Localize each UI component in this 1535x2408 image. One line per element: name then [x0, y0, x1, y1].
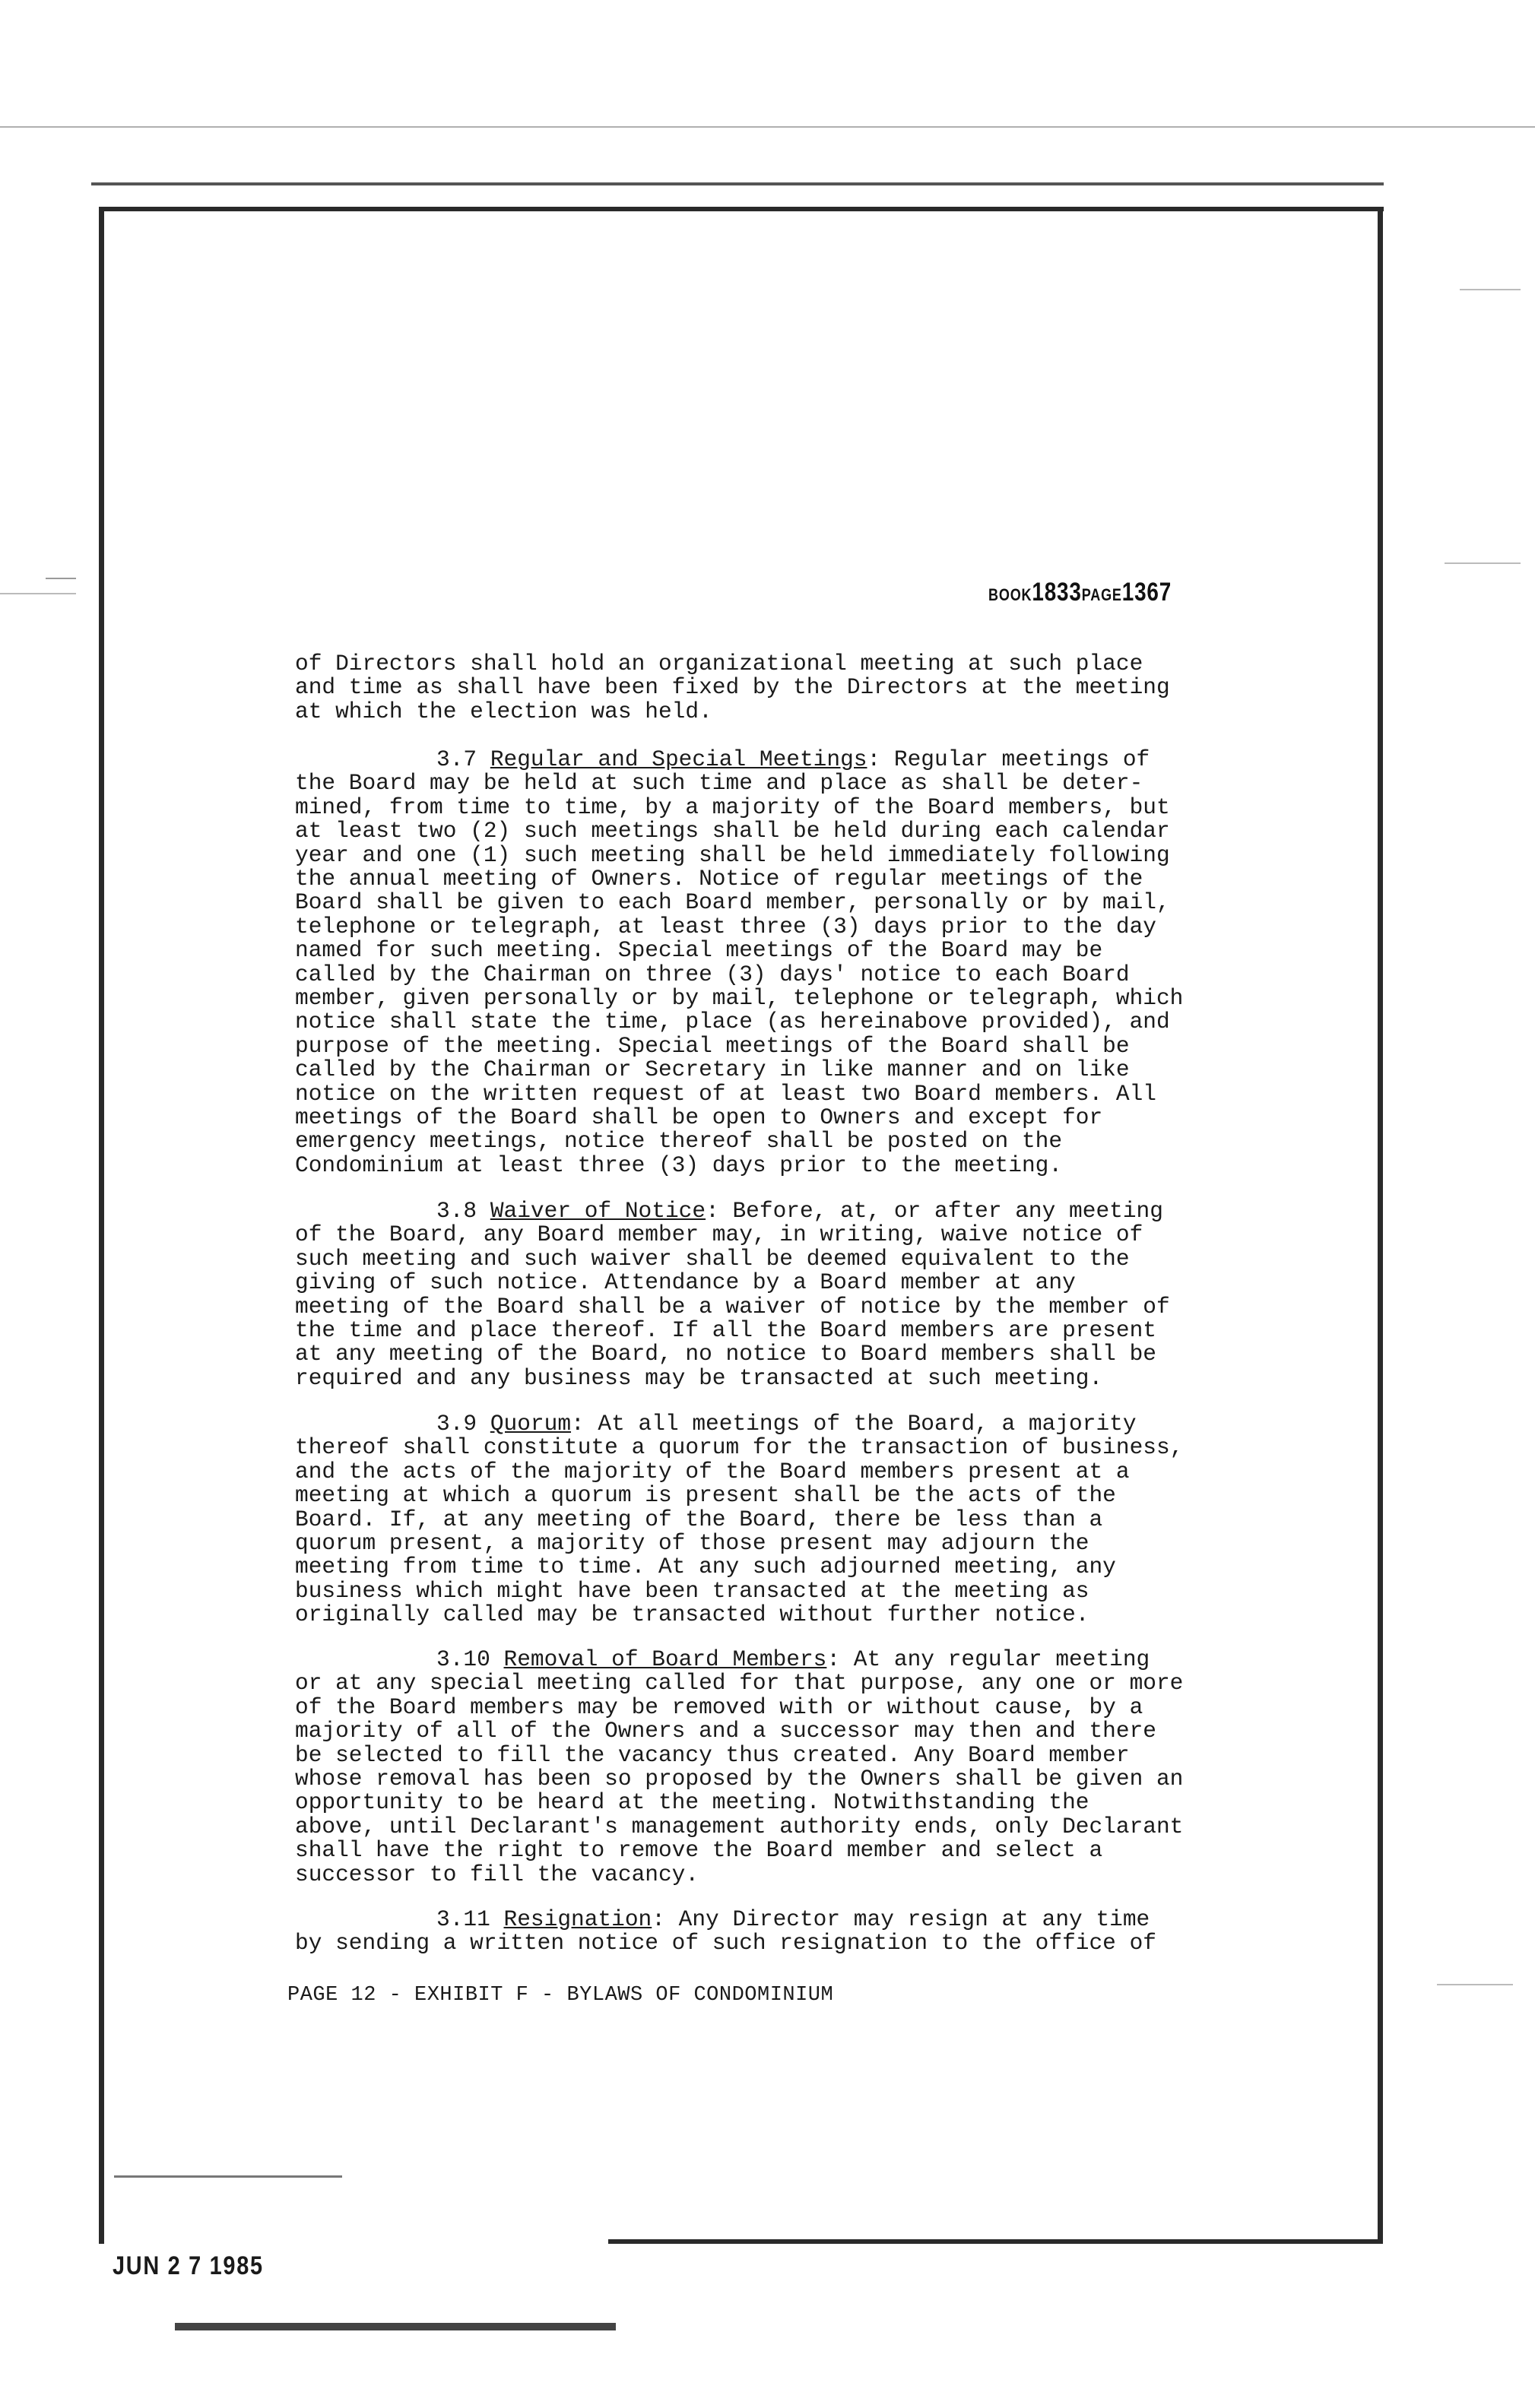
page-footer: PAGE 12 - EXHIBIT F - BYLAWS OF CONDOMINIUM	[287, 1984, 834, 2007]
section-first-line-text: : At any regular meeting	[826, 1646, 1150, 1672]
book-number: 1833	[1032, 578, 1082, 607]
section-text: of the Board, any Board member may, in writing, waive notice of such meeting and such waiver shall be deemed equivalent to the giving of such notice. Attendance by a Board member at any meeting of the Board shall be a waiver of notice by the member of the time and place thereof. If all the Board members are present at any meeting of the Board, no notice to Board members shall be required and any business may be transacted at such meeting.	[295, 1221, 1170, 1391]
book-label: BOOK	[988, 585, 1032, 604]
page-label: PAGE	[1081, 585, 1122, 604]
section-first-line	[295, 748, 1238, 772]
section-first-line	[295, 1908, 1238, 1931]
section-heading: Regular and Special Meetings	[490, 746, 867, 772]
date-stamp: JUN 2 7 1985	[113, 2251, 264, 2280]
section-first-line	[295, 1648, 1238, 1671]
section-text: by sending a written notice of such resignation to the office of	[295, 1930, 1156, 1956]
section-first-line-text: : Any Director may resign at any time	[652, 1906, 1150, 1932]
section-number: 3.10	[436, 1646, 490, 1672]
scan-right-mark	[1445, 562, 1521, 564]
page-frame-bottom	[608, 2239, 1383, 2244]
section-heading: Resignation	[503, 1906, 652, 1932]
section-first-line	[295, 1412, 1238, 1436]
section-first-line	[295, 1199, 1238, 1223]
continuation-paragraph: of Directors shall hold an organizational meeting at such place and time as shall have been fixed by the Directors at the meeting at which the election was held.	[295, 651, 1170, 724]
section-heading: Removal of Board Members	[503, 1646, 827, 1672]
section-number: 3.9	[436, 1411, 477, 1437]
section-text: thereof shall constitute a quorum for the transaction of business, and the acts of the majority of the Board members present at a meeting at which a quorum is present shall be the acts of the Board. If, at any meeting of the Board, there be less than a quorum present, a majority of those present may adjourn the meeting from time to time. At any such adjourned meeting, any business which might have been transacted at the meeting as originally called may be transacted without further notice.	[295, 1434, 1184, 1628]
scan-left-mark	[46, 578, 76, 579]
section-heading: Waiver of Notice	[490, 1198, 706, 1224]
section-number: 3.7	[436, 746, 477, 772]
section-first-line-text: : At all meetings of the Board, a majority	[571, 1411, 1137, 1437]
scan-right-mark	[1460, 289, 1521, 290]
section-text: or at any special meeting called for that purpose, any one or more of the Board members may be removed with or without cause, by a majority of all of the Owners and a successor may then and there be selected to fill the vacancy thus created. Any Board member whose removal has been so proposed by the Owners shall be given an opportunity to be heard at the meeting. Notwithstanding the above, until Declarant's management authority ends, only Declarant shall have the right to remove the Board member and select a successor to fill the vacancy.	[295, 1670, 1184, 1887]
recording-book-page-stamp	[988, 578, 1172, 607]
scan-bottom-noise	[175, 2323, 616, 2330]
scan-right-mark	[1437, 1984, 1513, 1985]
page-frame-left	[99, 207, 104, 2244]
page-frame-top	[99, 207, 1384, 211]
section-first-line-text: : Before, at, or after any meeting	[706, 1198, 1163, 1224]
scan-bottom-line	[114, 2175, 342, 2178]
scan-top-line	[0, 126, 1535, 128]
page-number: 1367	[1121, 578, 1172, 607]
scan-top-noise	[91, 182, 1384, 185]
section-heading: Quorum	[490, 1411, 572, 1437]
section-number: 3.11	[436, 1906, 490, 1932]
scan-left-mark	[0, 593, 76, 594]
page-frame-right	[1378, 207, 1383, 2244]
document-body	[295, 652, 1245, 1960]
section-text: the Board may be held at such time and place as shall be deter- mined, from time to time, by a majority of the Board members, but at least two (2) such meetings shall be held during each calendar year and one (1) such meeting shall be held immediately following the annual meeting of Owners. Notice of regular meetings of the Board shall be given to each Board member, personally or by mail, telephone or telegraph, at least three (3) days prior to the day named for such meeting. Special meetings of the Board may be called by the Chairman on three (3) days' notice to each Board member, given personally or by mail, telephone or telegraph, which notice shall state the time, place (as hereinabove provided), and purpose of the meeting. Special meetings of the Board shall be called by the Chairman or Secretary in like manner and on like notice on the written request of at least two Board members. All meetings of the Board shall be open to Owners and except for emergency meetings, notice thereof shall be posted on the Condominium at least three (3) days prior to the meeting.	[295, 770, 1184, 1178]
section-first-line-text: : Regular meetings of	[867, 746, 1150, 772]
section-number: 3.8	[436, 1198, 477, 1224]
